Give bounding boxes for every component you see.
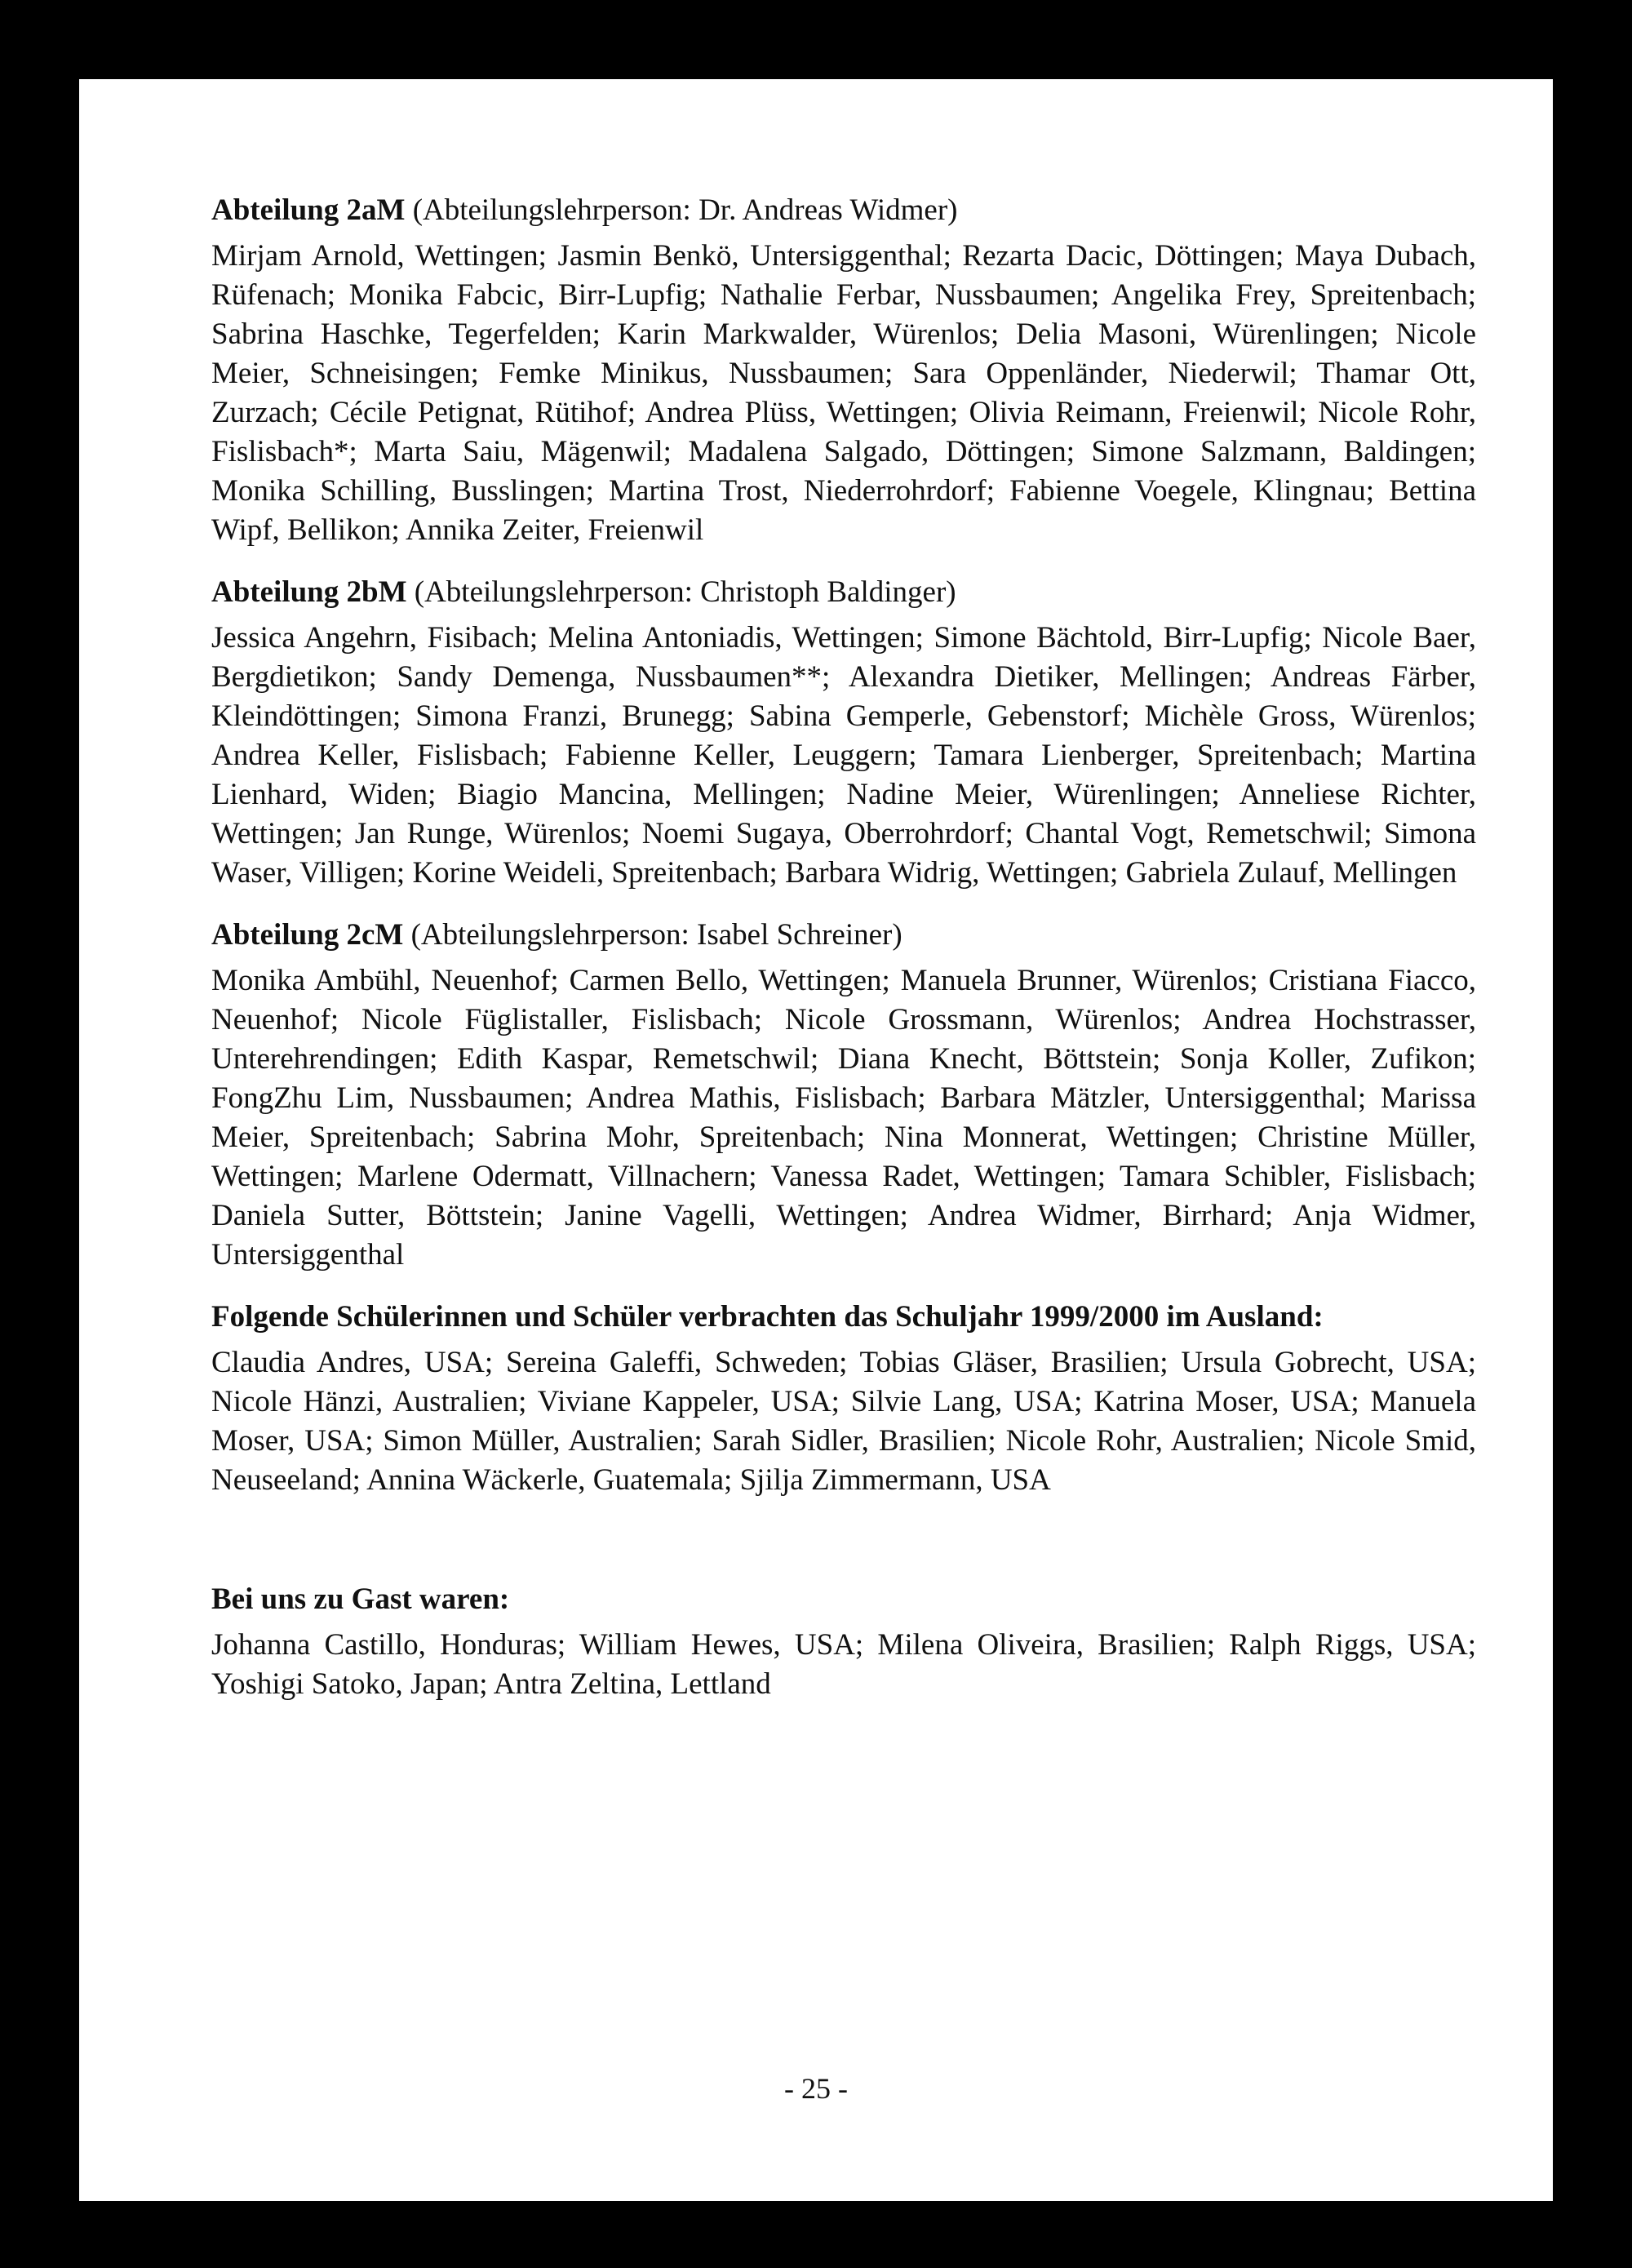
section-heading-bold: Abteilung 2aM xyxy=(211,193,406,227)
guests-heading: Bei uns zu Gast waren: xyxy=(211,1582,510,1616)
student-list: Mirjam Arnold, Wettingen; Jasmin Benkö, Untersiggenthal; Rezarta Dacic, Döttingen; Maya Dubach, Rüfenach; Monika Fabcic, Birr-Lupfig; Nathalie Ferbar, Nussbaumen; Angelika Frey, Spreitenbach; Sabrina Haschke, Tegerfelden; Karin Markwalder, Würenlos; Delia Masoni, Würenlingen; Nicole Meier, Schneisingen; Femke Minikus, Nussbaumen; Sara Oppenländer, Niederwil; Thamar Ott, Zurzach; Cécile Petignat, Rütihof; Andrea Plüss, Wettingen; Olivia Reimann, Freienwil; Nicole Rohr, Fislisbach*; Marta Saiu, Mägenwil; Madalena Salgado, Döttingen; Simone Salzmann, Baldingen; Monika Schilling, Busslingen; Martina Trost, Niederrohrdorf; Fabienne Voegele, Klingnau; Bettina Wipf, Bellikon; Annika Zeiter, Freienwil xyxy=(211,239,1476,547)
section-heading-teacher: (Abteilungslehrperson: Isabel Schreiner) xyxy=(403,918,902,952)
section-heading xyxy=(211,191,1476,230)
document-page xyxy=(79,79,1553,2201)
section-heading-teacher: (Abteilungslehrperson: Dr. Andreas Widmer) xyxy=(405,193,958,227)
page-content xyxy=(211,191,1476,1727)
guests-list: Johanna Castillo, Honduras; William Hewes, USA; Milena Oliveira, Brasilien; Ralph Riggs, USA; Yoshigi Satoko, Japan; Antra Zeltina, Lettland xyxy=(211,1628,1476,1701)
student-list: Monika Ambühl, Neuenhof; Carmen Bello, Wettingen; Manuela Brunner, Würenlos; Cristiana Fiacco, Neuenhof; Nicole Füglistaller, Fislisbach; Nicole Grossmann, Würenlos; Andrea Hochstrasser, Unterehrendingen; Edith Kaspar, Remetschwil; Diana Knecht, Böttstein; Sonja Koller, Zufikon; FongZhu Lim, Nussbaumen; Andrea Mathis, Fislisbach; Barbara Mätzler, Untersiggenthal; Marissa Meier, Spreitenbach; Sabrina Mohr, Spreitenbach; Nina Monnerat, Wettingen; Christine Müller, Wettingen; Marlene Odermatt, Villnachern; Vanessa Radet, Wettingen; Tamara Schibler, Fislisbach; Daniela Sutter, Böttstein; Janine Vagelli, Wettingen; Andrea Widmer, Birrhard; Anja Widmer, Untersiggenthal xyxy=(211,964,1476,1272)
section-abroad xyxy=(211,1298,1476,1500)
student-list: Jessica Angehrn, Fisibach; Melina Antoniadis, Wettingen; Simone Bächtold, Birr-Lupfig; Nicole Baer, Bergdietikon; Sandy Demenga, Nussbaumen**; Alexandra Dietiker, Mellingen; Andreas Färber, Kleindöttingen; Simona Franzi, Brunegg; Sabina Gemperle, Gebenstorf; Michèle Gross, Würenlos; Andrea Keller, Fislisbach; Fabienne Keller, Leuggern; Tamara Lienberger, Spreitenbach; Martina Lienhard, Widen; Biagio Mancina, Mellingen; Nadine Meier, Würenlingen; Anneliese Richter, Wettingen; Jan Runge, Würenlos; Noemi Sugaya, Oberrohrdorf; Chantal Vogt, Remetschwil; Simona Waser, Villigen; Korine Weideli, Spreitenbach; Barbara Widrig, Wettingen; Gabriela Zulauf, Mellingen xyxy=(211,621,1476,890)
section-guests xyxy=(211,1580,1476,1704)
section-heading-bold: Abteilung 2bM xyxy=(211,575,407,609)
section-2bm xyxy=(211,573,1476,893)
abroad-list: Claudia Andres, USA; Sereina Galeffi, Schweden; Tobias Gläser, Brasilien; Ursula Gobrecht, USA; Nicole Hänzi, Australien; Viviane Kappeler, USA; Silvie Lang, USA; Katrina Moser, USA; Manuela Moser, USA; Simon Müller, Australien; Sarah Sidler, Brasilien; Nicole Rohr, Australien; Nicole Smid, Neuseeland; Annina Wäckerle, Guatemala; Sjilja Zimmermann, USA xyxy=(211,1346,1476,1497)
abroad-heading: Folgende Schülerinnen und Schüler verbrachten das Schuljahr 1999/2000 im Ausland: xyxy=(211,1300,1324,1334)
section-heading xyxy=(211,573,1476,612)
section-heading-teacher: (Abteilungslehrperson: Christoph Baldinger) xyxy=(406,575,956,609)
section-2am xyxy=(211,191,1476,550)
section-heading xyxy=(211,916,1476,955)
spacer xyxy=(211,1523,1476,1580)
section-2cm xyxy=(211,916,1476,1275)
page-number: - 25 - xyxy=(784,2072,848,2105)
section-heading-bold: Abteilung 2cM xyxy=(211,918,404,952)
